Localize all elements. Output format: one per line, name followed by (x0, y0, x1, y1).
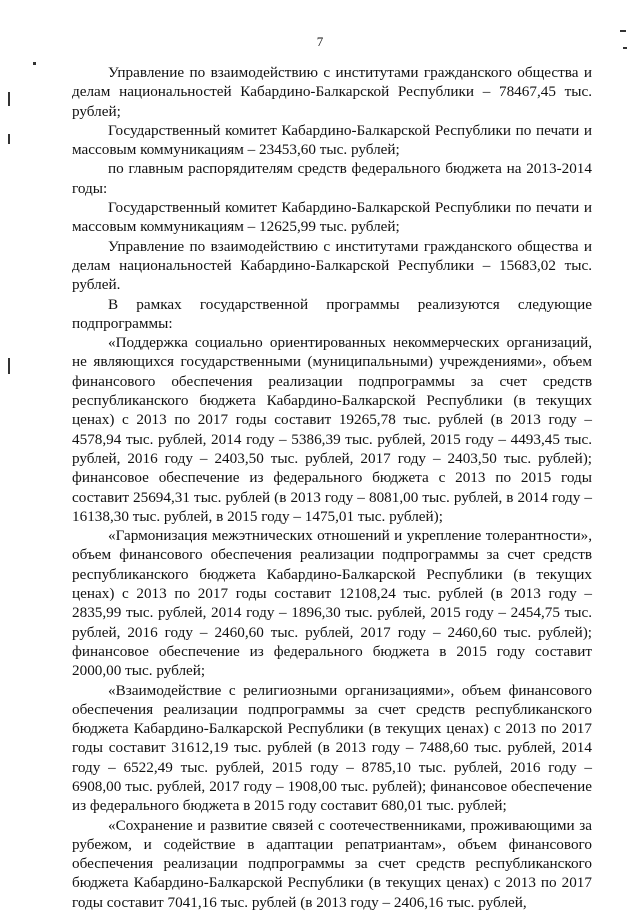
paragraph: Государственный комитет Кабардино-Балкарской Республики по печати и массовым коммуникациям – 12625,99 тыс. рублей; (72, 199, 592, 236)
scan-mark (8, 92, 10, 106)
paragraph: «Сохранение и развитие связей с соотечественниками, проживающими за рубежом, и содействие в адаптации репатриантам», объем финансового обеспечения реализации подпрограммы за счет средств республиканского бюджета Кабардино-Балкарской Республики (в текущих ценах) с 2013 по 2017 годы составит 7041,16 тыс. рублей (в 2013 году – 2406,16 тыс. рублей, (72, 816, 592, 911)
scan-mark (620, 30, 626, 32)
paragraph: Управление по взаимодействию с институтами гражданского общества и делам национальностей Кабардино-Балкарской Республики – 15683,02 тыс. рублей. (72, 237, 592, 294)
paragraph: по главным распорядителям средств федерального бюджета на 2013-2014 годы: (72, 160, 592, 197)
paragraph: «Взаимодействие с религиозными организациями», объем финансового обеспечения реализации подпрограммы за счет средств республиканского бюджета Кабардино-Балкарской Республики (в текущих ценах) с 2013 по 2017 годы составит 31612,19 тыс. рублей (в 2013 году – 7488,60 тыс. рублей, 2014 году – 6522,49 тыс. рублей, 2015 году – 8785,10 тыс. рублей, 2016 году – 6908,00 тыс. рублей, 2017 году – 1908,00 тыс. рублей); финансовое обеспечение из федерального бюджета в 2015 году составит 680,01 тыс. рублей; (72, 681, 592, 815)
document-body (72, 63, 592, 912)
paragraph: Государственный комитет Кабардино-Балкарской Республики по печати и массовым коммуникациям – 23453,60 тыс. рублей; (72, 121, 592, 159)
paragraph: Управление по взаимодействию с институтами гражданского общества и делам национальностей Кабардино-Балкарской Республики – 78467,45 тыс. рублей; (72, 64, 592, 120)
paragraph: В рамках государственной программы реализуются следующие подпрограммы: (72, 295, 592, 332)
page-number: 7 (316, 34, 324, 49)
scan-mark (8, 134, 10, 144)
scan-mark (623, 47, 627, 49)
paragraph: «Поддержка социально ориентированных некоммерческих организаций, не являющихся государственными (муниципальными) учреждениями», объем финансового обеспечения реализации подпрограммы за счет средств республиканского бюджета Кабардино-Балкарской Республики (в текущих ценах) с 2013 по 2017 годы составит 19265,78 тыс. рублей (в 2013 году – 4578,94 тыс. рублей, 2014 году – 5386,39 тыс. рублей, 2015 году – 4493,45 тыс. рублей, 2016 году – 2403,50 тыс. рублей, 2017 году – 2403,50 тыс. рублей); финансовое обеспечение из федерального бюджета с 2013 по 2015 годы составит 25694,31 тыс. рублей (в 2013 году – 8081,00 тыс. рублей, в 2014 году – 16138,30 тыс. рублей, в 2015 году – 1475,01 тыс. рублей); (72, 334, 592, 525)
paragraph: «Гармонизация межэтнических отношений и укрепление толерантности», объем финансового обеспечения реализации подпрограммы за счет средств республиканского бюджета Кабардино-Балкарской Республики (в текущих ценах) с 2013 по 2017 годы составит 12108,24 тыс. рублей (в 2013 году – 2835,99 тыс. рублей, 2014 году – 1896,30 тыс. рублей, 2015 году – 2454,75 тыс. рублей, 2016 году – 2460,60 тыс. рублей, 2017 году – 2460,60 тыс. рублей); финансовое обеспечение из федерального бюджета в 2015 году составит 2000,00 тыс. рублей; (72, 527, 592, 680)
scan-mark (8, 358, 10, 374)
scan-mark (33, 62, 36, 65)
